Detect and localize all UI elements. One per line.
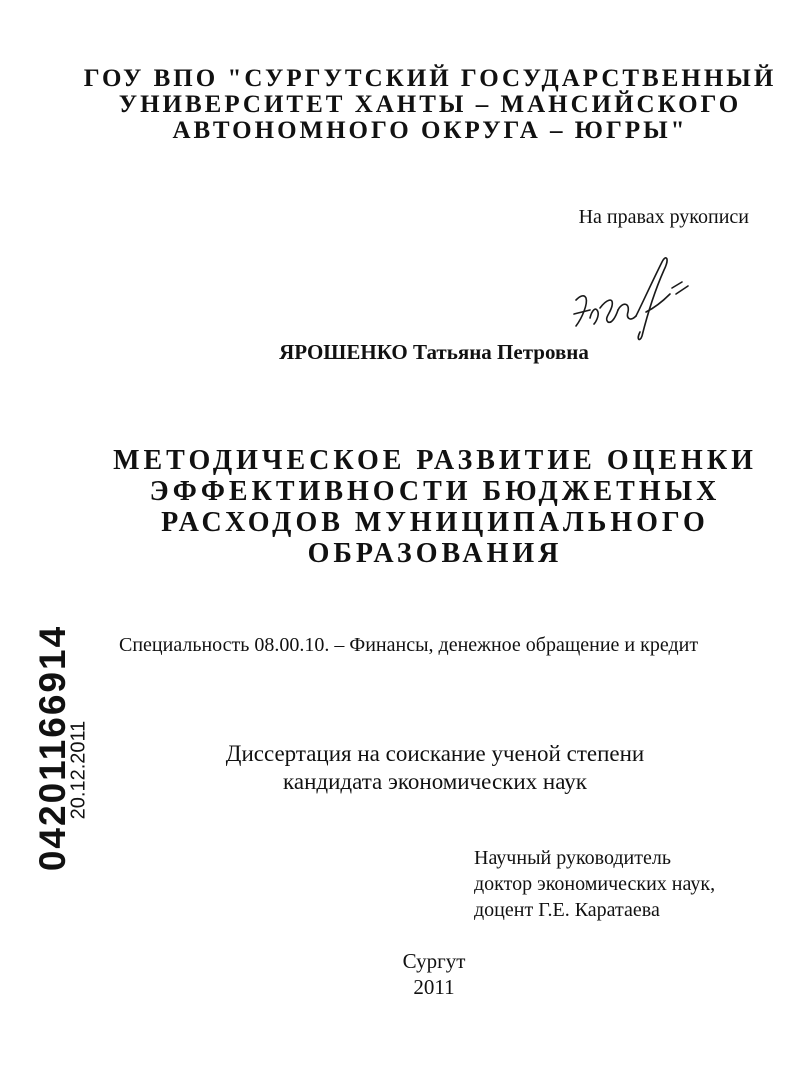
city-year xyxy=(334,948,534,1000)
advisor-line-3: доцент Г.Е. Каратаева xyxy=(474,899,660,921)
library-stamp-number: 04201166914 xyxy=(32,624,73,872)
degree-statement xyxy=(120,740,750,796)
organization-line-2: УНИВЕРСИТЕТ ХАНТЫ – МАНСИЙСКОГО xyxy=(118,91,742,118)
thesis-title-line-1: МЕТОДИЧЕСКОЕ РАЗВИТИЕ ОЦЕНКИ xyxy=(113,445,757,476)
library-stamp-date: 20.12.2011 xyxy=(67,720,90,820)
organization-line-3: АВТОНОМНОГО ОКРУГА – ЮГРЫ" xyxy=(172,117,688,144)
thesis-title-line-3: РАСХОДОВ МУНИЦИПАЛЬНОГО xyxy=(161,507,709,538)
advisor-line-2: доктор экономических наук, xyxy=(474,873,716,895)
handwritten-signature xyxy=(566,252,696,344)
degree-line-1: Диссертация на соискание ученой степени xyxy=(225,741,645,766)
scientific-advisor xyxy=(474,845,715,923)
thesis-title-line-4: ОБРАЗОВАНИЯ xyxy=(307,538,563,569)
thesis-title xyxy=(60,445,799,569)
manuscript-note: На правах рукописи xyxy=(578,206,749,228)
specialty: Специальность 08.00.10. – Финансы, денежное обращение и кредит xyxy=(119,634,699,656)
organization-header xyxy=(60,66,799,144)
organization-line-1: ГОУ ВПО "СУРГУТСКИЙ ГОСУДАРСТВЕННЫЙ xyxy=(83,65,777,92)
advisor-line-1: Научный руководитель xyxy=(474,847,671,869)
author-name: ЯРОШЕНКО Татьяна Петровна xyxy=(279,340,589,364)
degree-line-2: кандидата экономических наук xyxy=(283,769,587,794)
year: 2011 xyxy=(413,975,455,999)
thesis-title-line-2: ЭФФЕКТИВНОСТИ БЮДЖЕТНЫХ xyxy=(149,476,721,507)
city: Сургут xyxy=(402,949,466,973)
